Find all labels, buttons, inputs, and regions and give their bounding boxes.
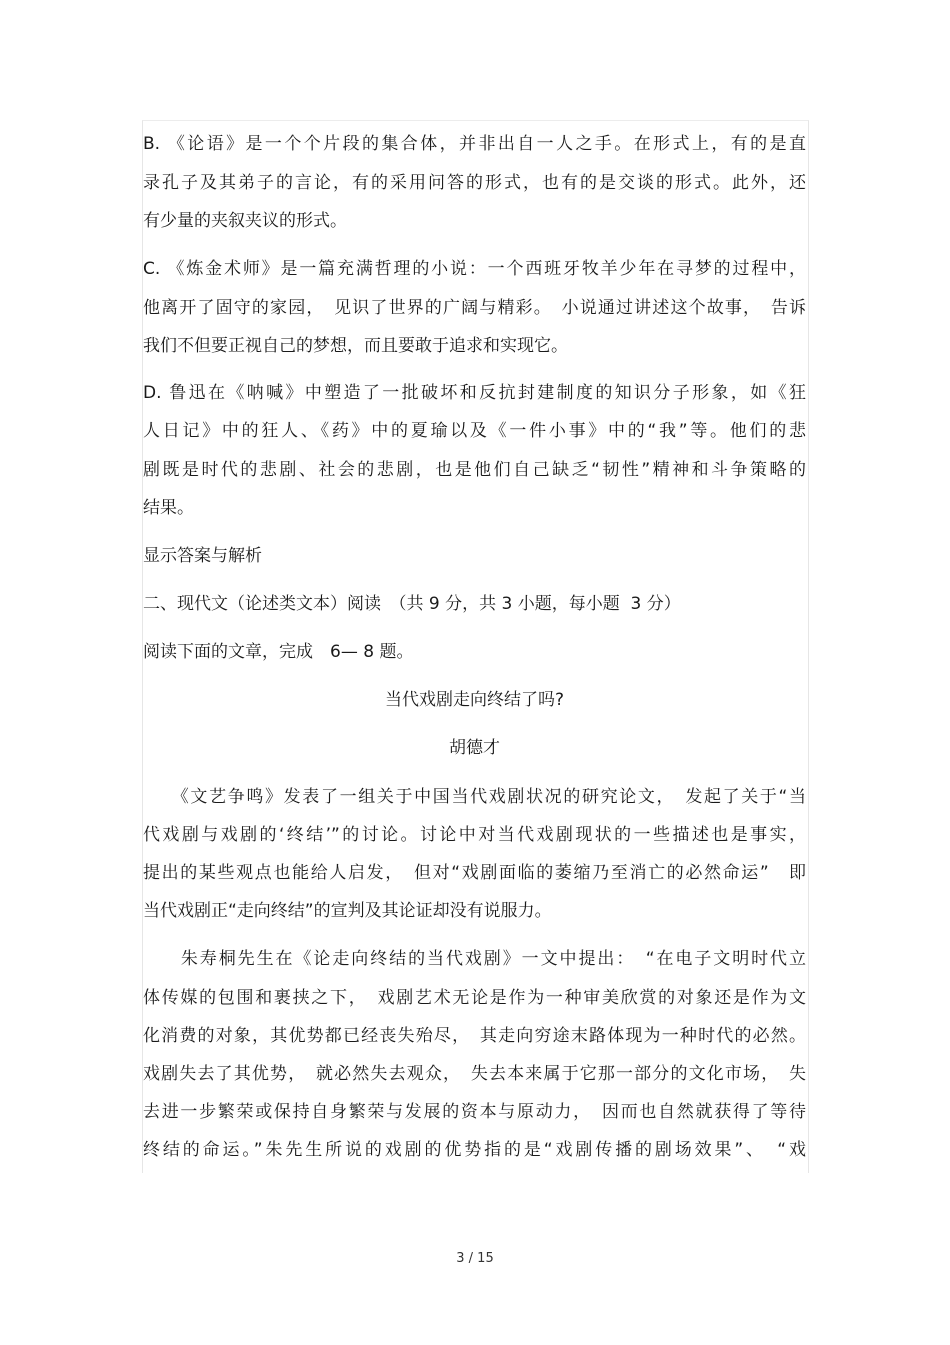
option-c-line-1: C. 《炼金术师》是一篇充满哲理的小说：一个西班牙牧羊少年在寻梦的过程中， [143, 259, 806, 279]
option-d-line-4: 结果。 [143, 498, 194, 518]
section-heading: 二、现代文（论述类文本）阅读 （共 9 分，共 3 小题，每小题 3 分） [143, 594, 681, 614]
para2-line-3: 化消费的对象，其优势都已经丧失殆尽， 其走向穷途末路体现为一种时代的必然。 [143, 1026, 806, 1046]
option-d-line-2: 人日记》中的狂人、《药》中的夏瑜以及《一件小事》中的“我”等。他们的悲 [143, 421, 806, 441]
option-c-line-2: 他离开了固守的家园， 见识了世界的广阔与精彩。 小说通过讲述这个故事， 告诉 [143, 298, 806, 318]
option-b-line-1: B. 《论语》是一个个片段的集合体，并非出自一人之手。在形式上，有的是直 [143, 134, 806, 154]
para1-line-4: 当代戏剧正“走向终结”的宣判及其论证却没有说服力。 [143, 901, 552, 921]
article-title: 当代戏剧走向终结了吗? [384, 690, 565, 710]
page-number: 3 / 15 [456, 1251, 494, 1266]
para2-line-5: 去进一步繁荣或保持自身繁荣与发展的资本与原动力， 因而也自然就获得了等待 [143, 1102, 806, 1122]
option-d-line-3: 剧既是时代的悲剧、社会的悲剧，也是他们自己缺乏“韧性”精神和斗争策略的 [143, 460, 806, 480]
para1-line-2: 代戏剧与戏剧的‘终结’”的讨论。讨论中对当代戏剧现状的一些描述也是事实， [143, 825, 806, 845]
para1-line-1: 《文艺争鸣》发表了一组关于中国当代戏剧状况的研究论文， 发起了关于“当 [143, 787, 806, 807]
option-b-line-2: 录孔子及其弟子的言论，有的采用问答的形式，也有的是交谈的形式。此外，还 [143, 173, 806, 193]
option-d-line-1: D. 鲁迅在《呐喊》中塑造了一批破坏和反抗封建制度的知识分子形象，如《狂 [143, 383, 806, 403]
para1-line-3: 提出的某些观点也能给人启发， 但对“戏剧面临的萎缩乃至消亡的必然命运” 即 [143, 863, 806, 883]
para2-line-1: 朱寿桐先生在《论走向终结的当代戏剧》一文中提出： “在电子文明时代立 [143, 949, 806, 969]
para2-line-4: 戏剧失去了其优势， 就必然失去观众， 失去本来属于它那一部分的文化市场， 失 [143, 1064, 806, 1084]
option-c-line-3: 我们不但要正视自己的梦想，而且要敢于追求和实现它。 [143, 336, 568, 356]
option-b-line-3: 有少量的夹叙夹议的形式。 [143, 211, 347, 231]
article-author: 胡德才 [449, 738, 500, 758]
para2-line-2: 体传媒的包围和裹挟之下， 戏剧艺术无论是作为一种审美欣赏的对象还是作为文 [143, 988, 806, 1008]
instruction: 阅读下面的文章，完成 6— 8 题。 [143, 642, 414, 662]
para2-line-6: 终结的命运。”朱先生所说的戏剧的优势指的是“戏剧传播的剧场效果”、 “戏 [143, 1140, 806, 1160]
show-answer-link[interactable]: 显示答案与解析 [143, 546, 262, 566]
